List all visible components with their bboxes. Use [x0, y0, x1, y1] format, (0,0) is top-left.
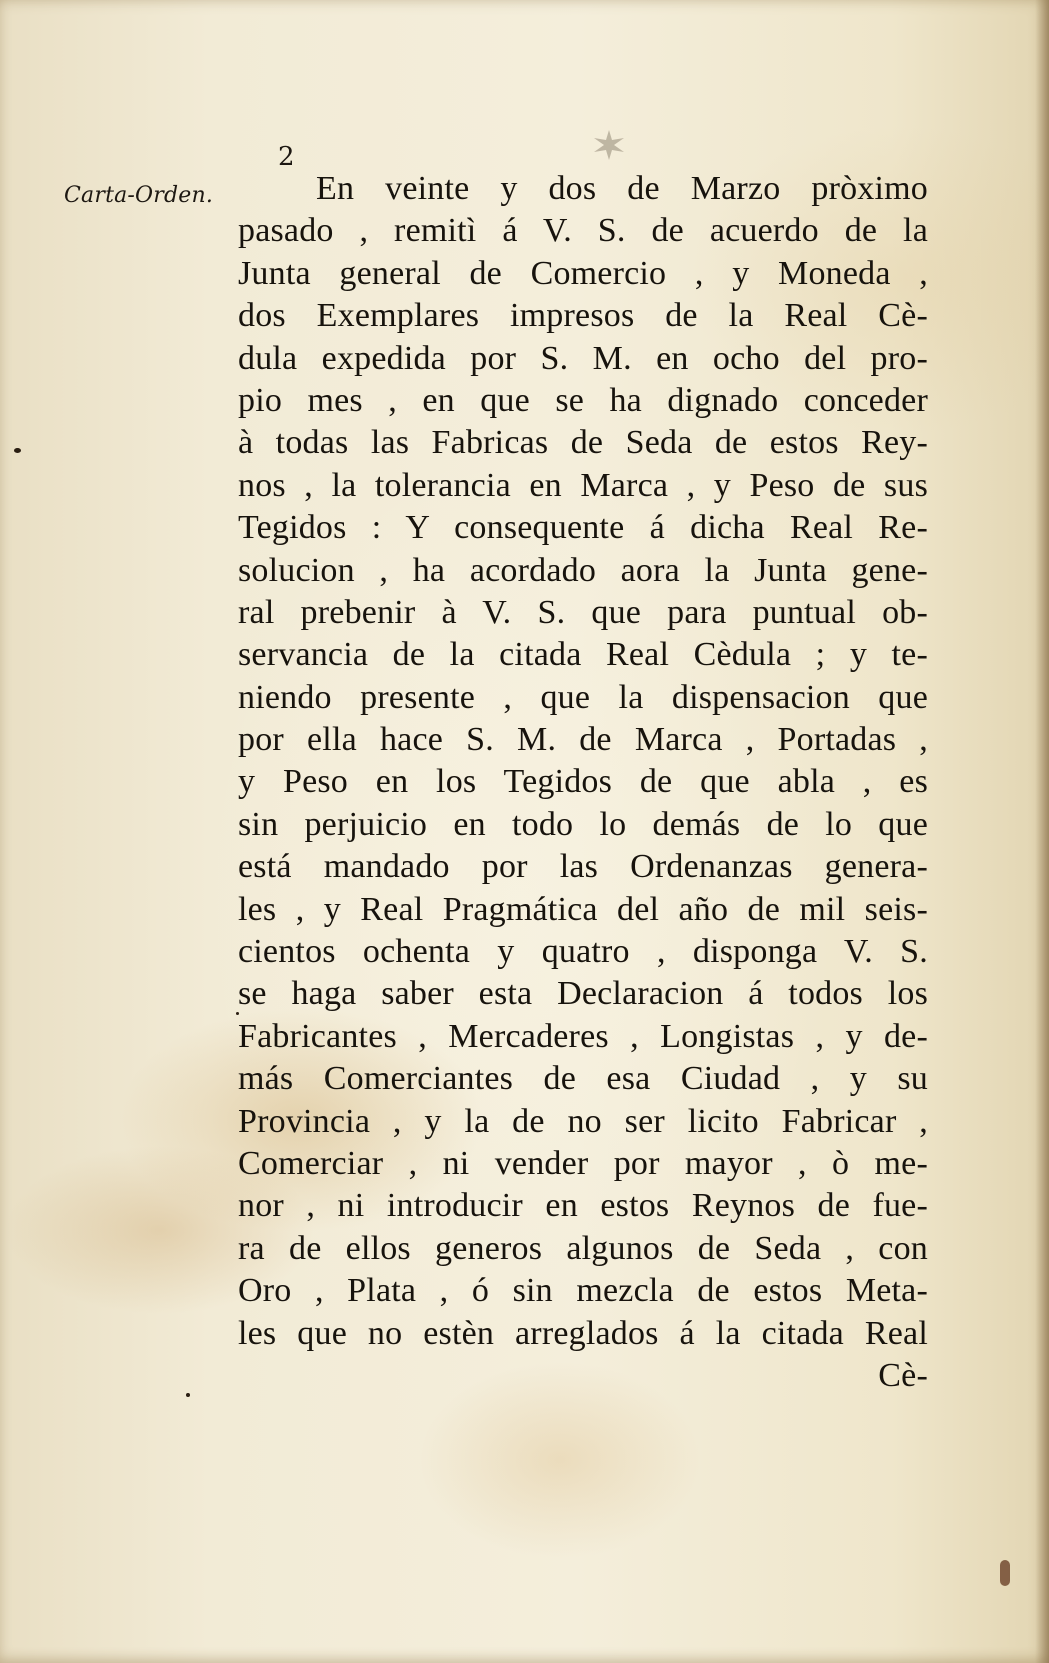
text-line: ra de ellos generos algunos de Seda , con [238, 1229, 928, 1267]
text-line: les , y Real Pragmática del año de mil seis- [238, 890, 928, 928]
text-line: más Comerciantes de esa Ciudad , y su [238, 1060, 928, 1098]
text-line: niendo presente , que la dispensacion que [238, 678, 928, 716]
text-line: Fabricantes , Mercaderes , Longistas , y de- [238, 1017, 928, 1055]
text-line: Junta general de Comercio , y Moneda , [238, 254, 928, 292]
text-line: nos , la tolerancia en Marca , y Peso de sus [238, 466, 928, 504]
ink-speck [236, 1012, 239, 1015]
text-line: y Peso en los Tegidos de que abla , es [238, 763, 928, 801]
printer-ornament-icon [592, 128, 626, 162]
text-line: à todas las Fabricas de Seda de estos Rey- [238, 424, 928, 462]
ink-speck [1000, 1560, 1010, 1586]
page-number: 2 [278, 142, 295, 172]
text-line: cientos ochenta y quatro , disponga V. S. [238, 933, 928, 971]
text-line: está mandado por las Ordenanzas genera- [238, 848, 928, 886]
page-edge-shadow [1035, 0, 1049, 1663]
text-line: Tegidos : Y consequente á dicha Real Re- [238, 509, 928, 547]
text-line: pio mes , en que se ha dignado conceder [238, 381, 928, 419]
text-line: solucion , ha acordado aora la Junta gene- [238, 551, 928, 589]
text-line: se haga saber esta Declaracion á todos los [238, 975, 928, 1013]
text-line: dula expedida por S. M. en ocho del pro- [238, 339, 928, 377]
body-text [238, 168, 928, 1397]
text-line: Oro , Plata , ó sin mezcla de estos Meta- [238, 1272, 928, 1310]
text-line: Provincia , y la de no ser licito Fabricar , [238, 1102, 928, 1140]
catchword: Cè- [878, 1356, 928, 1394]
text-line: Comerciar , ni vender por mayor , ò me- [238, 1144, 928, 1182]
text-line: por ella hace S. M. de Marca , Portadas , [238, 721, 928, 759]
margin-note: Carta-Orden. [64, 183, 214, 208]
text-line: servancia de la citada Real Cèdula ; y te- [238, 636, 928, 674]
ink-speck [186, 1393, 190, 1397]
text-line: En veinte y dos de Marzo pròximo [316, 170, 928, 207]
ink-speck [14, 448, 21, 453]
text-line: les que no estèn arreglados á la citada Real [238, 1314, 928, 1352]
text-line: dos Exemplares impresos de la Real Cè- [238, 297, 928, 335]
text-line: ral prebenir à V. S. que para puntual ob- [238, 593, 928, 631]
text-line: nor , ni introducir en estos Reynos de fue- [238, 1187, 928, 1225]
text-line: sin perjuicio en todo lo demás de lo que [238, 805, 928, 843]
text-line: pasado , remitì á V. S. de acuerdo de la [238, 212, 928, 250]
